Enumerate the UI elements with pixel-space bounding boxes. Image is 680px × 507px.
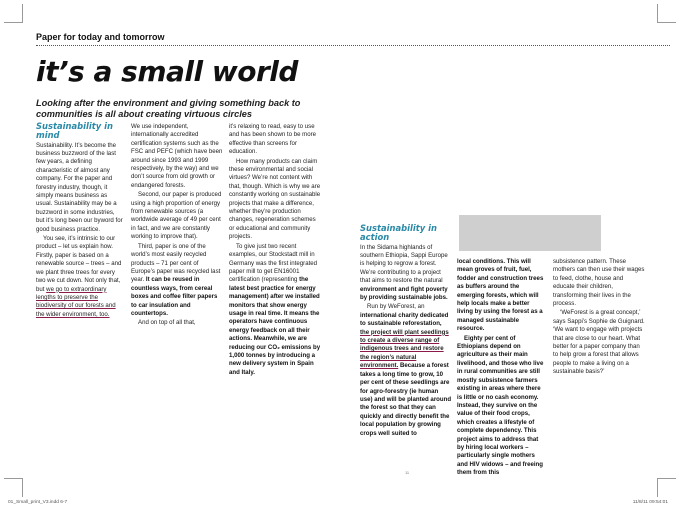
column-1 <box>36 122 124 320</box>
column-5 <box>457 258 547 479</box>
running-head: Paper for today and tomorrow <box>36 32 165 42</box>
paragraph: Second, our paper is produced using a high proportion of energy from renewable sources (a worldwide average of 49 per cent in fact, and we are constantly working to improve that). <box>131 191 222 241</box>
crop-mark-top-right <box>657 4 676 23</box>
page-number: 11 <box>405 470 410 475</box>
paragraph: How many products can claim these environmental and social virtues? We’re not content with that, though. Which is why we are constantly working on sustainable projects that make a difference, whether they’re production changes, regeneration schemes or educational and community projects. <box>229 157 321 241</box>
paragraph <box>131 243 223 319</box>
crop-mark-bottom-left <box>4 478 23 497</box>
subhead-sustainability-in-action: Sustainability in action <box>360 223 437 242</box>
text-run: You see, it’s intrinsic to our product – let us explain how. Firstly, paper is based on a renewable source – trees – and we plant three trees for every two we cut down. Not only that, but <box>36 235 122 293</box>
subhead-sustainability-in-mind: Sustainability in mind <box>36 121 113 140</box>
bold-text: Because a forest takes a long time to grow, 10 per cent of these seedlings are for agro-forestry (ie human use) and will be planted around the forest so that they can quickly and directly benefit the local population by growing crops well suited to <box>360 362 452 437</box>
photo-placeholder <box>459 215 601 251</box>
file-slug: 01_Small_print_V3.indd 6-7 <box>8 500 68 505</box>
column-6 <box>553 258 645 378</box>
paragraph: subsistence pattern. These mothers can then use their wages to feed, clothe, house and educate their children, transforming their lives in the process. <box>553 258 645 308</box>
paragraph <box>229 243 321 378</box>
bold-text: the latest best practice for energy management) after we installed monitors that show energy usage in real time. It means the operators have continuous energy feedback on all their actions. Meanwhile, we are reducing our CO₂ emissions by 1,000 tonnes by introducing a new delivery system in Spain and Italy. <box>229 276 321 376</box>
paragraph: And on top of all that, <box>138 319 196 327</box>
column-4 <box>360 224 452 439</box>
column-3 <box>229 123 321 378</box>
crop-mark-bottom-right <box>657 478 676 497</box>
paragraph <box>36 235 124 319</box>
text-run: In the Sidama highlands of southern Ethiopia, Sappi Europe is helping to regrow a forest. We’re contributing to a project that aims to restore the natural <box>360 243 448 285</box>
article-title: it’s a small world <box>36 55 298 88</box>
column-2 <box>131 123 223 329</box>
underlined-bold-text: the project will plant seedlings to create a diverse range of indigenous trees and restore the region’s natural environment. <box>360 328 449 370</box>
paragraph: Eighty per cent of Ethiopians depend on agriculture as their main livelihood, and those who live in rural communities are still mostly subsistence farmers existing in areas where there is little or no cash economy. Instead, they survive on the value of their food crops, which creates a lifestyle of complete dependency. This project aims to address that by hiring local workers – particularly single mothers and HIV widows – and freeing them from this <box>457 334 544 477</box>
timestamp-slug: 11/8/11 09:54:01 <box>632 500 668 505</box>
paragraph <box>360 244 452 303</box>
paragraph: We use independent, internationally accredited certification systems such as the FSC and PEFC (which have been around since 1993 and 1999 respectively, by the way) and we don’t source from old growth or endangered forests. <box>131 123 223 189</box>
bold-text: environment and fight poverty by providing sustainable jobs. <box>360 285 448 302</box>
header-dotted-rule <box>36 45 670 46</box>
paragraph: it’s relaxing to read, easy to use and has been shown to be more effective than screens for education. <box>229 123 317 156</box>
paragraph: local conditions. This will mean groves of fruit, fuel, fodder and construction trees as buffers around the emerging forests, which will help locals make a better living by using the forest as a managed sustainable resource. <box>457 258 544 333</box>
underlined-text: we go to extraordinary lengths to preserve the biodiversity of our forests and the wider environment, too. <box>36 285 116 318</box>
paragraph: Sustainability. It’s become the business buzzword of the last few years, a defining characteristic of almost any company. For the paper and forestry industry, though, it simply means business as usual. Sustainability may be a buzzword in some industries, but it’s long been our byword for good business practice. <box>36 141 123 233</box>
crop-mark-top-left <box>4 4 23 23</box>
text-run: Third, paper is one of the world’s most easily recycled products – 71 per cent of Europe’s paper was recycled last year. <box>131 242 221 284</box>
bold-text: international charity dedicated to sustainable reforestation, <box>360 311 449 328</box>
bold-text: It can be reused in countless ways, from cereal boxes and coffee filter papers to car insulation and countertops. <box>131 276 218 317</box>
text-run: To give just two recent examples, our Stockstadt mill in Germany was the first integrated paper mill to get EN16001 certification (representing <box>229 242 318 284</box>
paragraph <box>360 303 452 438</box>
article-deck: Looking after the environment and giving something back to communities is all about creating virtuous circles <box>36 98 301 119</box>
paragraph: ‘WeForest is a great concept,’ says Sappi’s Sophie de Guignard. ‘We want to engage with projects that are close to our heart. What better for a paper company than to help grow a forest that allows people to make a living on a sustainable basis?’ <box>553 309 645 376</box>
text-run: Run by WeForest, an <box>367 303 425 311</box>
